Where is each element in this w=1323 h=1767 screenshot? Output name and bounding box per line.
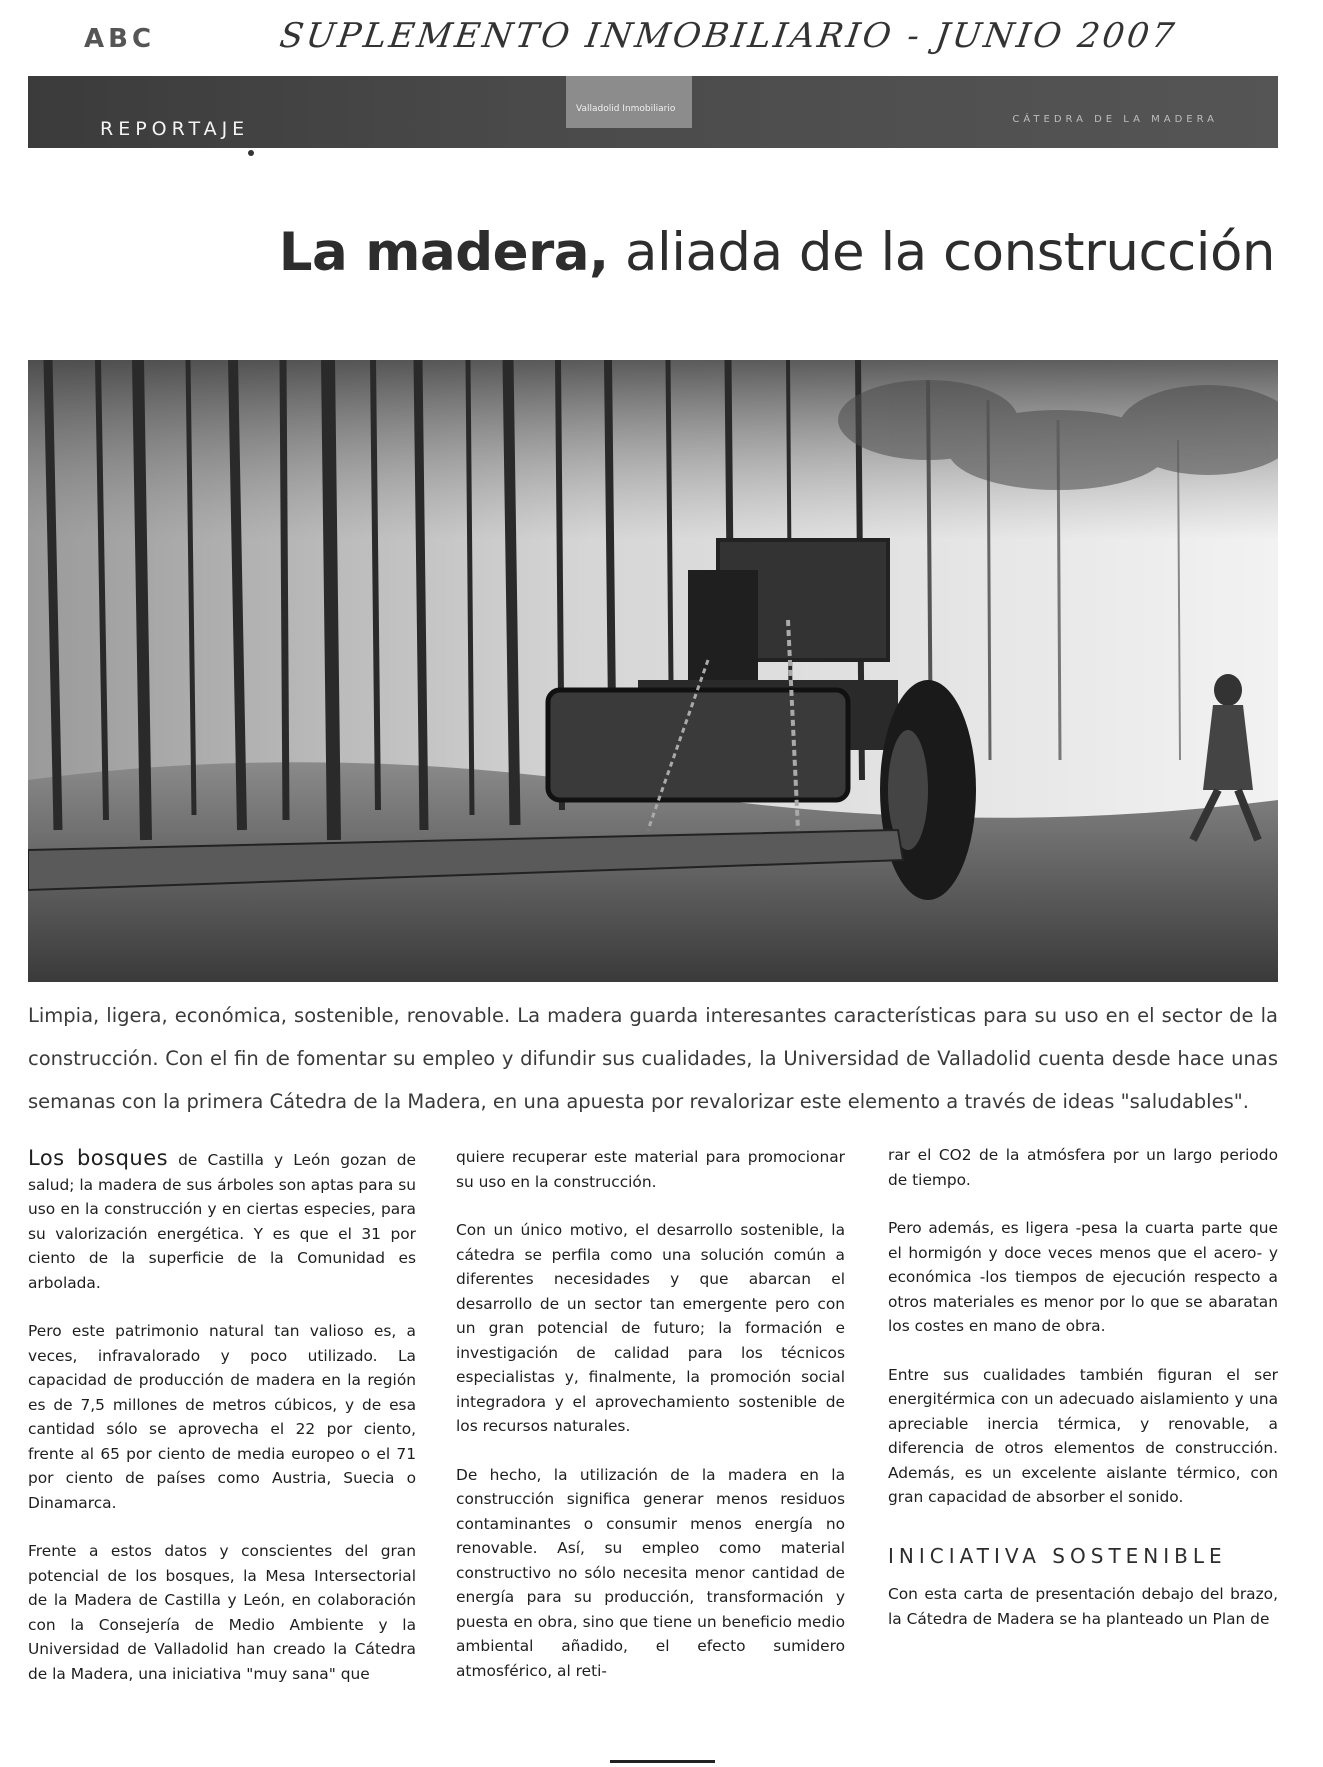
paragraph: Con un único motivo, el desarrollo sostenible, la cátedra se perfila como una solución común a diferentes necesidades y que abarcan el desarrollo de un sector tan emergente pero con un gran potencial de futuro; la formación e investigación de calidad para los técnicos especialistas y, finalmente, la promoción social integradora y el aprovechamiento sostenible de los recursos naturales. [456, 1221, 845, 1435]
paragraph-rest: de Castilla y León gozan de salud; la madera de sus árboles son aptas para su uso en la construcción y en ciertas especies, para su valorización energética. Y es que el 31 por ciento de la superficie de la Comunidad es arbolada. [28, 1151, 416, 1292]
paragraph: Pero además, es ligera -pesa la cuarta parte que el hormigón y doce veces menos que el acero- y económica -los tiempos de ejecución respecto a otros materiales es menor por lo que se abaratan los costes en mano de obra. [888, 1219, 1278, 1335]
section-header-bar [28, 76, 1278, 148]
supplement-label: Valladolid Inmobiliario [576, 104, 676, 114]
lead-in: Los bosques [28, 1146, 169, 1170]
handwritten-note: SUPLEMENTO INMOBILIARIO - JUNIO 2007 [277, 16, 1180, 56]
handwritten-publication: ABC [84, 24, 156, 54]
paragraph [28, 1146, 416, 1295]
paragraph: Entre sus cualidades también figuran el ser energitérmica con un adecuado aislamiento y una apreciable inercia térmica, y renovable, a diferencia de otros elementos de construcción. Además, es un excelente aislante térmico, con gran capacidad de absorber el sonido. [888, 1365, 1278, 1506]
paragraph: rar el CO2 de la atmósfera por un largo periodo de tiempo. [888, 1146, 1278, 1189]
paragraph: Pero este patrimonio natural tan valioso es, a veces, infravalorado y poco utilizado. La capacidad de producción de madera en la región es de 7,5 millones de metros cúbicos, y de esa cantidad sólo se aprovecha el 22 por ciento, frente al 65 por ciento de media europeo o el 71 por ciento de países como Austria, Suecia o Dinamarca. [28, 1322, 416, 1512]
text-column-2 [456, 1145, 845, 1707]
article-title-rest: aliada de la construcción [608, 222, 1275, 283]
topic-label: CÁTEDRA DE LA MADERA [1012, 114, 1218, 125]
article-title [200, 222, 1275, 283]
article-lead: Limpia, ligera, económica, sostenible, renovable. La madera guarda interesantes características para su uso en el sector de la construcción. Con el fin de fomentar su empleo y difundir sus cualidades, la Universidad de Valladolid cuenta desde hace unas semanas con la primera Cátedra de la Madera, en una apuesta por revalorizar este elemento a través de ideas "saludables". [28, 1004, 1278, 1113]
section-heading: INICIATIVA SOSTENIBLE [888, 1543, 1227, 1568]
paragraph: Frente a estos datos y conscientes del gran potencial de los bosques, la Mesa Intersectorial de la Madera de Castilla y León, en colaboración con la Consejería de Medio Ambiente y la Universidad de Valladolid han creado la Cátedra de la Madera, una iniciativa "muy sana" que [28, 1542, 416, 1683]
supplement-label-block [566, 76, 692, 128]
footer-rule [610, 1760, 715, 1763]
text-column-3 [888, 1143, 1278, 1655]
handwritten-annotation [80, 14, 1180, 64]
paragraph: De hecho, la utilización de la madera en la construcción significa generar menos residuos contaminantes o consumir menos energía no renovable. Así, su empleo como material constructivo no sólo necesita menor cantidad de energía para su producción, transformación y puesta en obra, sino que tiene un beneficio medio ambiental añadido, el efecto sumidero atmosférico, al reti- [456, 1465, 845, 1680]
forest-skidder-photo [28, 360, 1278, 982]
article-title-bold: La madera, [278, 222, 609, 283]
section-label: REPORTAJE [100, 118, 250, 140]
text-column-1 [28, 1146, 416, 1710]
photo-illustration [28, 360, 1278, 982]
paragraph: quiere recuperar este material para promocionar su uso en la construcción. [456, 1148, 845, 1191]
paragraph: Con esta carta de presentación debajo del brazo, la Cátedra de Madera se ha planteado un Plan de [888, 1585, 1278, 1628]
header-dot-mark [248, 150, 254, 156]
